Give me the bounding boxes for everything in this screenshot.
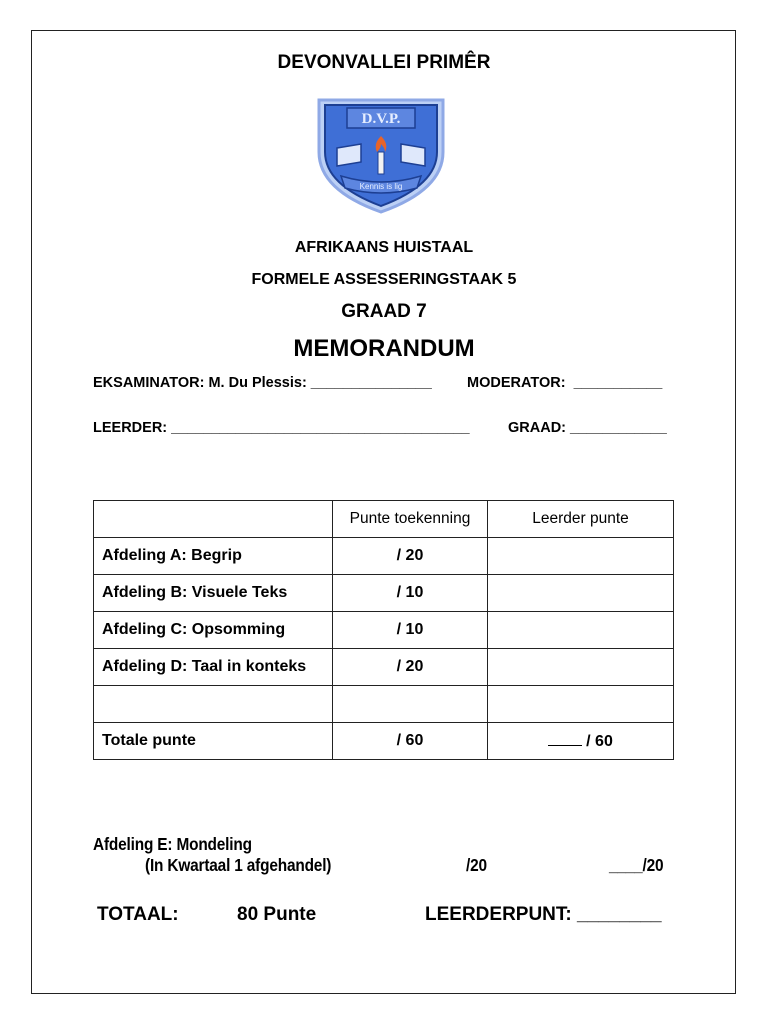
school-name: DEVONVALLEI PRIMÊR <box>277 52 491 73</box>
moderator-field: MODERATOR: ___________ <box>467 375 663 391</box>
oral-section-note: (In Kwartaal 1 afgehandel) <box>145 855 332 875</box>
total-max-cell: / 60 <box>333 723 488 760</box>
subject-title: AFRIKAANS HUISTAAL <box>294 239 474 256</box>
total-label-cell: Totale punte <box>94 723 333 760</box>
total-score-value: / 60 <box>586 733 613 750</box>
max-marks-cell: / 10 <box>333 612 488 649</box>
section-name-cell <box>94 686 333 723</box>
table-header-cell <box>94 501 333 538</box>
learner-score-cell <box>488 575 674 612</box>
table-row <box>94 686 674 723</box>
section-name-cell: Afdeling A: Begrip <box>94 538 333 575</box>
max-marks-cell: / 20 <box>333 538 488 575</box>
section-name-cell: Afdeling D: Taal in konteks <box>94 649 333 686</box>
total-score-cell <box>488 723 674 760</box>
learner-score-cell <box>488 649 674 686</box>
grade-field: GRAAD: ____________ <box>508 420 667 436</box>
table-header-row <box>94 501 674 538</box>
learner-score-cell <box>488 612 674 649</box>
table-total-row <box>94 723 674 760</box>
max-marks-cell: / 10 <box>333 575 488 612</box>
table-header-cell: Leerder punte <box>488 501 674 538</box>
oral-max-marks: /20 <box>466 855 487 875</box>
marks-table <box>93 500 674 760</box>
task-title: FORMELE ASSESSERINGSTAAK 5 <box>251 271 517 288</box>
table-row <box>94 538 674 575</box>
table-row <box>94 612 674 649</box>
learner-total-field: LEERDERPUNT: ________ <box>425 904 662 925</box>
max-marks-cell: / 20 <box>333 649 488 686</box>
section-name-cell: Afdeling C: Opsomming <box>94 612 333 649</box>
crest-initials: D.V.P. <box>361 111 401 127</box>
total-points: 80 Punte <box>237 904 317 925</box>
max-marks-cell <box>333 686 488 723</box>
section-name-cell: Afdeling B: Visuele Teks <box>94 575 333 612</box>
school-crest <box>305 90 457 214</box>
table-row <box>94 649 674 686</box>
crest-motto: Kennis is lig <box>359 182 403 191</box>
table-header-cell: Punte toekenning <box>333 501 488 538</box>
examiner-field: EKSAMINATOR: M. Du Plessis: _______________ <box>93 375 432 391</box>
table-row <box>94 575 674 612</box>
oral-learner-score: ____/20 <box>609 855 664 875</box>
learner-score-cell <box>488 538 674 575</box>
oral-section-title: Afdeling E: Mondeling <box>93 834 252 854</box>
learner-score-cell <box>488 686 674 723</box>
document-type-title: MEMORANDUM <box>293 335 475 362</box>
learner-field: LEERDER: _____________________________________ <box>93 420 470 436</box>
grade-title: GRAAD 7 <box>341 301 427 322</box>
score-blank-line <box>548 731 582 746</box>
total-label: TOTAAL: <box>97 904 179 925</box>
